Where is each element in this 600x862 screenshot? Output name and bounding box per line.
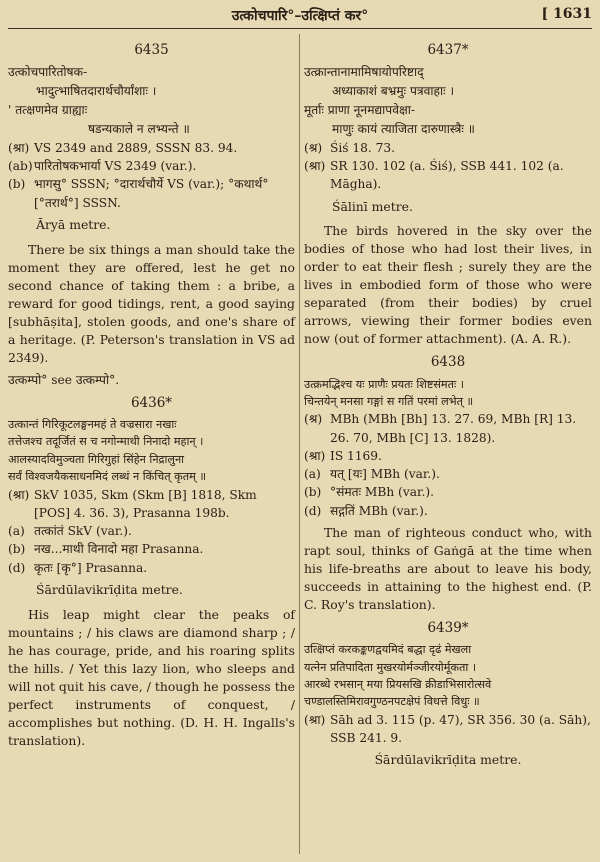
- source-line: [8, 175, 295, 212]
- source-line: [304, 410, 592, 447]
- source-text: यत् [यः] MBh (var.).: [330, 467, 440, 482]
- source-text: पारितोषकभार्या VS 2349 (var.).: [34, 159, 197, 174]
- source-label: (श्रा): [304, 448, 326, 463]
- page-header: [8, 4, 592, 29]
- entry-6439: [304, 618, 592, 770]
- source-text: नख...माथी विनादो महा Prasanna.: [34, 542, 204, 557]
- source-label: (b): [304, 485, 322, 500]
- source-label: (b): [8, 177, 26, 192]
- source-text: सद्गतिं MBh (var.).: [330, 503, 428, 518]
- source-line: [304, 447, 592, 465]
- column-divider: [299, 34, 300, 854]
- source-line: [304, 483, 592, 501]
- source-text: Sāh ad 3. 115 (p. 47), SR 356. 30 (a. Sāh), SSB 241. 9.: [330, 712, 591, 745]
- source-label: (d): [8, 560, 26, 575]
- source-text: IS 1169.: [330, 448, 382, 463]
- source-line: [8, 559, 295, 577]
- translation: The birds hovered in the sky over the bodies of those who had lost their lives, in order to eat their flesh ; surely they are the lives in embodied form of those who were separated (from their bodies) by cruel arrows, viewing their former bodies even now (out of former attachment). (A. A. R.).: [304, 223, 592, 347]
- source-text: कृतः [कृ°] Prasanna.: [34, 560, 148, 575]
- translation: His leap might clear the peaks of mountains ; / his claws are diamond sharp ; / he has courage, pride, and his roaring splits the hills. / Yet this lazy lion, who sleeps and will not quit his cave, / though he possess the perfect instruments of conquest, / accomplishes but nothing. (D. H. H. Ingalls's translation).: [8, 606, 295, 748]
- source-label: (a): [8, 524, 25, 539]
- translation: There be six things a man should take the moment they are offered, lest he get no second chance of taking them : a bribe, a reward for good tidings, rent, a good saying [subhāṣita], stolen goods, and one's share of a heritage. (P. Peterson's translation in VS ad 2349).: [8, 241, 295, 365]
- verse-line: आरब्धे रभसान् मया प्रियसखि क्रीडाभिसारोत्सवे: [304, 677, 492, 691]
- entry-number: 6438: [430, 354, 466, 371]
- verse-line: उत्क्रमद्भिश्च यः प्राणैः प्रयतः शिष्टसंमतः ।: [304, 377, 465, 391]
- entry-number: 6436*: [130, 394, 173, 411]
- source-label: (d): [304, 503, 322, 518]
- source-label: (श्रा): [304, 159, 326, 174]
- source-label: (b): [8, 542, 26, 557]
- verse-line: चिन्तयेन् मनसा गङ्गां स गतिं परमां लभेत् ॥: [304, 394, 474, 408]
- left-column: [8, 36, 295, 754]
- entry-number: 6439*: [427, 619, 469, 636]
- verse-line: उत्कोचपारितोषक-: [8, 65, 88, 80]
- source-label: (श्र): [304, 412, 323, 427]
- source-line: [8, 540, 295, 558]
- source-line: [304, 465, 592, 483]
- source-text: MBh (MBh [Bh] 13. 27. 69, MBh [R] 13. 26. 70, MBh [C] 13. 1828).: [330, 412, 577, 445]
- metre-note: Śālinī metre.: [332, 198, 413, 214]
- verse-line: उत्क्रान्तानामामिषायोपरिष्टाद्: [304, 65, 424, 80]
- source-label: (श्र): [304, 140, 323, 155]
- translation: The man of righteous conduct who, with rapt soul, thinks of Gaṅgā at the time when his life-breaths are about to leave his body, succeeds in attaining to the highest end. (P. C. Roy's translation).: [304, 525, 592, 612]
- source-label: (श्रा): [8, 140, 30, 155]
- cross-reference: उत्कम्पो° see उत्कम्पो°.: [8, 372, 120, 387]
- source-text: SR 130. 102 (a. Śiś), SSB 441. 102 (a. Māgha).: [330, 159, 564, 192]
- verse-line: चण्डालस्तिमिरावगुण्ठनपटक्षेपं विधत्ते विधुः ॥: [304, 695, 480, 709]
- entry-number: 6437*: [427, 42, 469, 58]
- source-text: VS 2349 and 2889, SSSN 83. 94.: [34, 140, 238, 155]
- metre-note: Āryā metre.: [36, 217, 111, 233]
- source-label: (a): [304, 467, 321, 482]
- verse-line: ' तत्क्षणमेव ग्राह्याः: [8, 103, 88, 118]
- source-line: [8, 139, 295, 157]
- verse-line: यत्नेन प्रतिपादिता मुखरयोर्मञ्जीरयोर्मूकता ।: [304, 660, 477, 674]
- page-number: [ 1631: [541, 6, 592, 22]
- verse-line: माणुः कायं त्याजिता दारुणास्त्रैः ॥: [332, 121, 475, 136]
- source-label: (श्रा): [8, 487, 30, 502]
- source-line: [304, 502, 592, 520]
- entry-6435: [8, 40, 295, 389]
- source-text: °संमतः MBh (var.).: [330, 485, 434, 500]
- source-text: तत्कांतं SkV (var.).: [34, 524, 132, 539]
- source-line: [304, 139, 592, 157]
- metre-note: Śārdūlavikrīḍita metre.: [36, 582, 183, 598]
- verse-line: आलस्यादविमुञ्चता गिरिगुहां सिंहेन निद्रालुना: [8, 452, 185, 466]
- right-column: [304, 36, 592, 776]
- source-line: [304, 157, 592, 194]
- verse-line: सर्वं विश्वजयैकसाधनमिदं लब्धं न किंचित् कृतम् ॥: [8, 470, 207, 484]
- source-text: Śiś 18. 73.: [330, 140, 396, 155]
- source-label: (ab): [8, 159, 33, 174]
- verse-line: षडन्यकाले न लभ्यन्ते ॥: [88, 121, 190, 136]
- running-title: उत्कोचपारि°–उत्क्षिप्तं कर°: [231, 8, 369, 24]
- source-line: [8, 522, 295, 540]
- verse-line: उत्क्षिप्तं करकङ्कणद्वयमिदं बद्धा दृढं मेखला: [304, 643, 472, 657]
- verse-line: भादुत्भाषितदारार्थचौर्यांशाः ।: [36, 84, 157, 99]
- verse-line: मूर्ताः प्राणा नूनमद्यापवेक्षा-: [304, 103, 416, 118]
- source-text: भागसु° SSSN; °दारार्थचौर्ये VS (var.); °कथार्थ° [°तरार्थ°] SSSN.: [34, 177, 269, 210]
- metre-note: Śārdūlavikrīḍita metre.: [374, 752, 522, 768]
- source-label: (श्रा): [304, 712, 326, 727]
- source-line: [8, 157, 295, 175]
- verse-line: तत्तेजश्च तदूर्जितं स च नगोन्माथी निनादो महान् ।: [8, 435, 204, 449]
- source-text: SkV 1035, Skm (Skm [B] 1818, Skm [POS] 4. 36. 3), Prasanna 198b.: [34, 487, 257, 520]
- entry-number: 6435: [134, 42, 169, 58]
- verse-line: उत्कान्तं गिरिकूटलङ्घनमहं ते वज्रसारा नखाः: [8, 418, 177, 432]
- entry-6438: [304, 352, 592, 614]
- entry-6436: [8, 393, 295, 750]
- verse-line: अध्याकाशं बभ्रमुः पत्रवाहाः ।: [332, 84, 455, 99]
- entry-6437: [304, 40, 592, 348]
- source-line: [304, 711, 592, 748]
- source-line: [8, 486, 295, 523]
